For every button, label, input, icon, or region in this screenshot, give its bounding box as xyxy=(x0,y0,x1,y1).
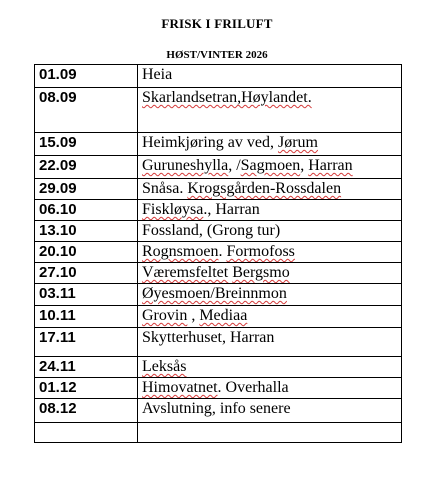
table-row xyxy=(35,88,402,133)
spellcheck-flagged-text: Grovin xyxy=(142,307,188,324)
schedule-table xyxy=(34,64,402,443)
description-text: , xyxy=(187,307,200,324)
row-date: 08.12 xyxy=(35,399,138,423)
table-row xyxy=(35,156,402,179)
table-row xyxy=(35,399,402,423)
table-row xyxy=(35,133,402,156)
spellcheck-flagged-text: Guruneshylla xyxy=(142,157,229,174)
spellcheck-flagged-text: Krogsgården-Rossdalen xyxy=(187,180,342,197)
description-text: Heimkjøring av ved, xyxy=(142,134,278,151)
row-date: 29.09 xyxy=(35,179,138,200)
table-row xyxy=(35,378,402,399)
spellcheck-flagged-text: Væremsfeltet xyxy=(142,264,229,281)
table-row xyxy=(35,179,402,200)
spellcheck-flagged-text: Sagmoen xyxy=(240,157,301,174)
spellcheck-flagged-text: Mediaa xyxy=(199,307,248,324)
description-text: Snåsa. xyxy=(142,180,188,197)
row-description xyxy=(138,133,402,156)
table-row xyxy=(35,306,402,328)
description-text: , xyxy=(300,157,309,174)
row-description xyxy=(138,263,402,284)
schedule-body xyxy=(35,65,402,443)
row-date: 17.11 xyxy=(35,328,138,357)
table-row xyxy=(35,200,402,221)
table-row xyxy=(35,221,402,242)
description-text: . Overhalla xyxy=(217,379,289,396)
table-row xyxy=(35,242,402,263)
spellcheck-flagged-text: Himovatnet xyxy=(142,379,218,396)
table-row xyxy=(35,284,402,306)
row-description xyxy=(138,242,402,263)
row-date: 24.11 xyxy=(35,357,138,378)
row-description xyxy=(138,357,402,378)
row-description xyxy=(138,156,402,179)
spellcheck-flagged-text: Bergsmo xyxy=(232,264,290,281)
row-description xyxy=(138,423,402,443)
row-description xyxy=(138,328,402,357)
row-description xyxy=(138,179,402,200)
table-row xyxy=(35,263,402,284)
description-text: . xyxy=(218,243,227,260)
row-description xyxy=(138,284,402,306)
row-date: 08.09 xyxy=(35,88,138,133)
row-description xyxy=(138,378,402,399)
table-row xyxy=(35,423,402,443)
row-date: 10.11 xyxy=(35,306,138,328)
row-date: 27.10 xyxy=(35,263,138,284)
description-text: ., Harran xyxy=(203,201,260,218)
description-text: , / xyxy=(228,157,241,174)
row-description xyxy=(138,399,402,423)
spellcheck-flagged-text: Harran xyxy=(308,157,353,174)
description-text: Fossland, (Grong tur) xyxy=(142,222,281,239)
row-date: 13.10 xyxy=(35,221,138,242)
row-date: 03.11 xyxy=(35,284,138,306)
description-text: Avslutning, info senere xyxy=(142,400,291,417)
description-text: Skytterhuset, Harran xyxy=(142,329,275,346)
row-date: 15.09 xyxy=(35,133,138,156)
row-date: 06.10 xyxy=(35,200,138,221)
document-title: FRISK I FRILUFT xyxy=(161,16,273,31)
row-date: 22.09 xyxy=(35,156,138,179)
spellcheck-flagged-text: Fiskløysa xyxy=(142,201,204,218)
description-text: Heia xyxy=(142,66,173,83)
table-row xyxy=(35,328,402,357)
row-date xyxy=(35,423,138,443)
document-subtitle: HØST/VINTER 2026 xyxy=(166,49,268,61)
row-date: 01.12 xyxy=(35,378,138,399)
spellcheck-flagged-text: Rognsmoen xyxy=(142,243,219,260)
row-date: 20.10 xyxy=(35,242,138,263)
spellcheck-flagged-text: Formofoss xyxy=(226,243,295,260)
spellcheck-flagged-text: Skarlandsetran,Høylandet. xyxy=(142,89,312,106)
spellcheck-flagged-text: Jørum xyxy=(277,134,318,151)
row-description xyxy=(138,88,402,133)
row-description xyxy=(138,65,402,88)
spellcheck-flagged-text: Leksås xyxy=(142,358,187,375)
table-row xyxy=(35,357,402,378)
row-description xyxy=(138,200,402,221)
spellcheck-flagged-text: Øyesmoen/Breinnmon xyxy=(142,285,287,302)
row-description xyxy=(138,221,402,242)
table-row xyxy=(35,65,402,88)
row-date: 01.09 xyxy=(35,65,138,88)
row-description xyxy=(138,306,402,328)
